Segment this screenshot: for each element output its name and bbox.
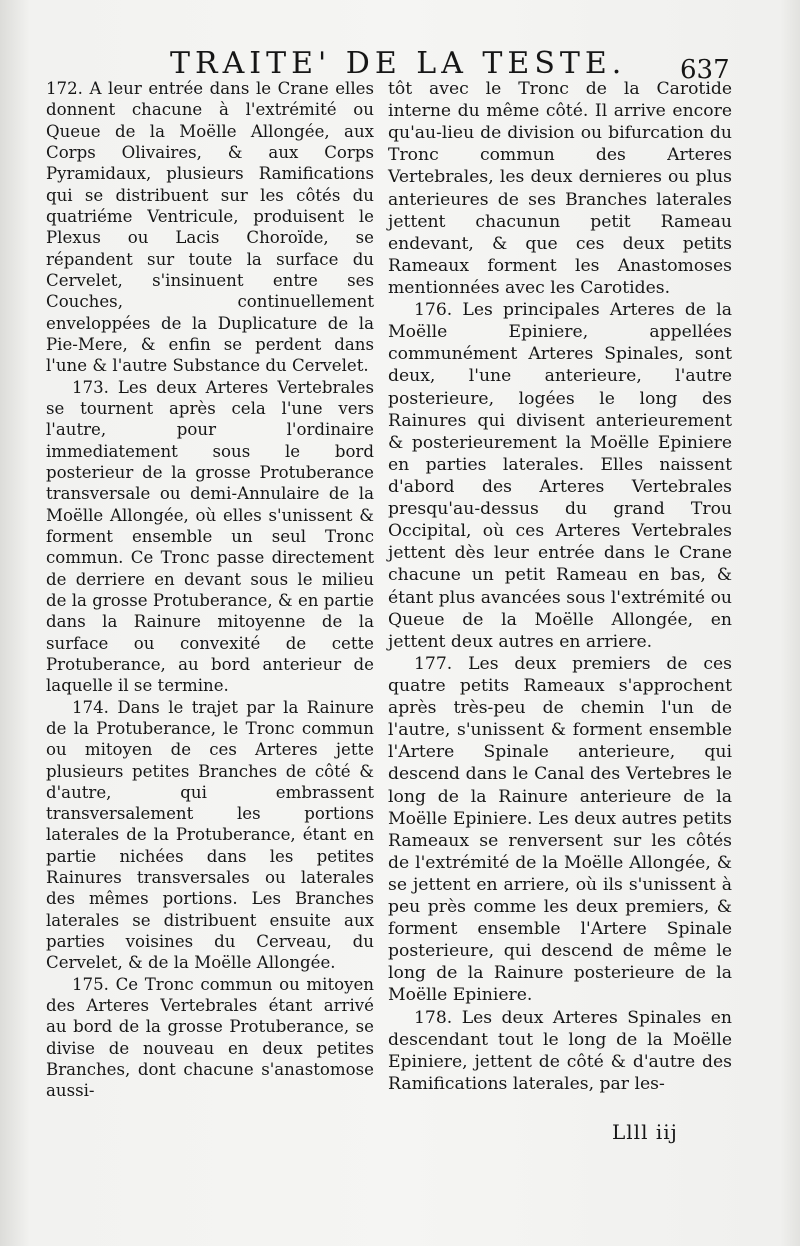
paragraph-175-continued: tôt avec le Tronc de la Carotide interne du même côté. Il arrive encore qu'au-lieu de division ou bifurcation du Tronc commun des Arteres Vertebrales, les deux dernieres ou plus anterieures de ses Branches laterales jettent chacunun petit Rameau endevant, & que ces deux petits Rameaux forment les Anastomoses mentionnées avec les Carotides. bbox=[388, 79, 732, 298]
paragraph-178: 178. Les deux Arteres Spinales en descendant tout le long de la Moëlle Epiniere, jettent de côté & d'autre des Ramifications laterales, par les- bbox=[388, 1007, 732, 1094]
page-number: 637 bbox=[680, 55, 730, 85]
paragraph-172: 172. A leur entrée dans le Crane elles donnent chacune à l'extrémité ou Queue de la Moëlle Allongée, aux Corps Olivaires, & aux Corps Pyramidaux, plusieurs Ramifications qui se distribuent sur les côtés du quatriéme Ventricule, produisent le Plexus ou Lacis Choroïde, se répandent sur toute la surface du Cervelet, s'insinuent entre ses Couches, continuellement enveloppées de la Duplicature de la Pie-Mere, & enfin se perdent dans l'une & l'autre Substance du Cervelet. bbox=[46, 79, 374, 376]
paragraph-175: 175. Ce Tronc commun ou mitoyen des Arteres Vertebrales étant arrivé au bord de la grosse Protuberance, se divise de nouveau en deux petites Branches, dont chacune s'anastomose aussi- bbox=[46, 974, 374, 1101]
right-column bbox=[388, 78, 732, 1095]
signature-mark: Llll iij bbox=[612, 1120, 678, 1144]
paragraph-174: 174. Dans le trajet par la Rainure de la Protuberance, le Tronc commun ou mitoyen de ces Arteres jette plusieurs petites Branches de côté & d'autre, qui embrassent transversalement les portions laterales de la Protuberance, étant en partie nichées dans les petites Rainures transversales ou laterales des mêmes portions. Les Branches laterales se distribuent ensuite aux parties voisines du Cerveau, du Cervelet, & de la Moëlle Allongée. bbox=[46, 697, 374, 973]
left-column bbox=[46, 78, 374, 1102]
paragraph-177: 177. Les deux premiers de ces quatre petits Rameaux s'approchent après très-peu de chemin l'un de l'autre, s'unissent & forment ensemble l'Artere Spinale anterieure, qui descend dans le Canal des Vertebres le long de la Rainure anterieure de la Moëlle Epiniere. Les deux autres petits Rameaux se renversent sur les côtés de l'extrémité de la Moëlle Allongée, & se jettent en arriere, où ils s'unissent à peu près comme les deux premiers, & forment ensemble l'Artere Spinale posterieure, qui descend de même le long de la Rainure posterieure de la Moëlle Epiniere. bbox=[388, 653, 732, 1006]
paragraph-173: 173. Les deux Arteres Vertebrales se tournent après cela l'une vers l'autre, pour l'ordinaire immediatement sous le bord posterieur de la grosse Protuberance transversale ou demi-Annulaire de la Moëlle Allongée, où elles s'unissent & forment ensemble un seul Tronc commun. Ce Tronc passe directement de derriere en devant sous le milieu de la grosse Protuberance, & en partie dans la Rainure mitoyenne de la surface ou convexité de cette Protuberance, au bord anterieur de laquelle il se termine. bbox=[46, 377, 374, 696]
paragraph-176: 176. Les principales Arteres de la Moëlle Epiniere, appellées communément Arteres Spinales, sont deux, l'une anterieure, l'autre posterieure, logées le long des Rainures qui divisent anterieurement & posterieurement la Moëlle Epiniere en parties laterales. Elles naissent d'abord des Arteres Vertebrales presqu'au-dessus du grand Trou Occipital, où ces Arteres Vertebrales jettent dès leur entrée dans le Crane chacune un petit Rameau en bas, & étant plus avancées sous l'extrémité ou Queue de la Moëlle Allongée, en jettent deux autres en arriere. bbox=[388, 300, 732, 652]
running-title: TRAITE' DE LA TESTE. bbox=[170, 46, 627, 81]
